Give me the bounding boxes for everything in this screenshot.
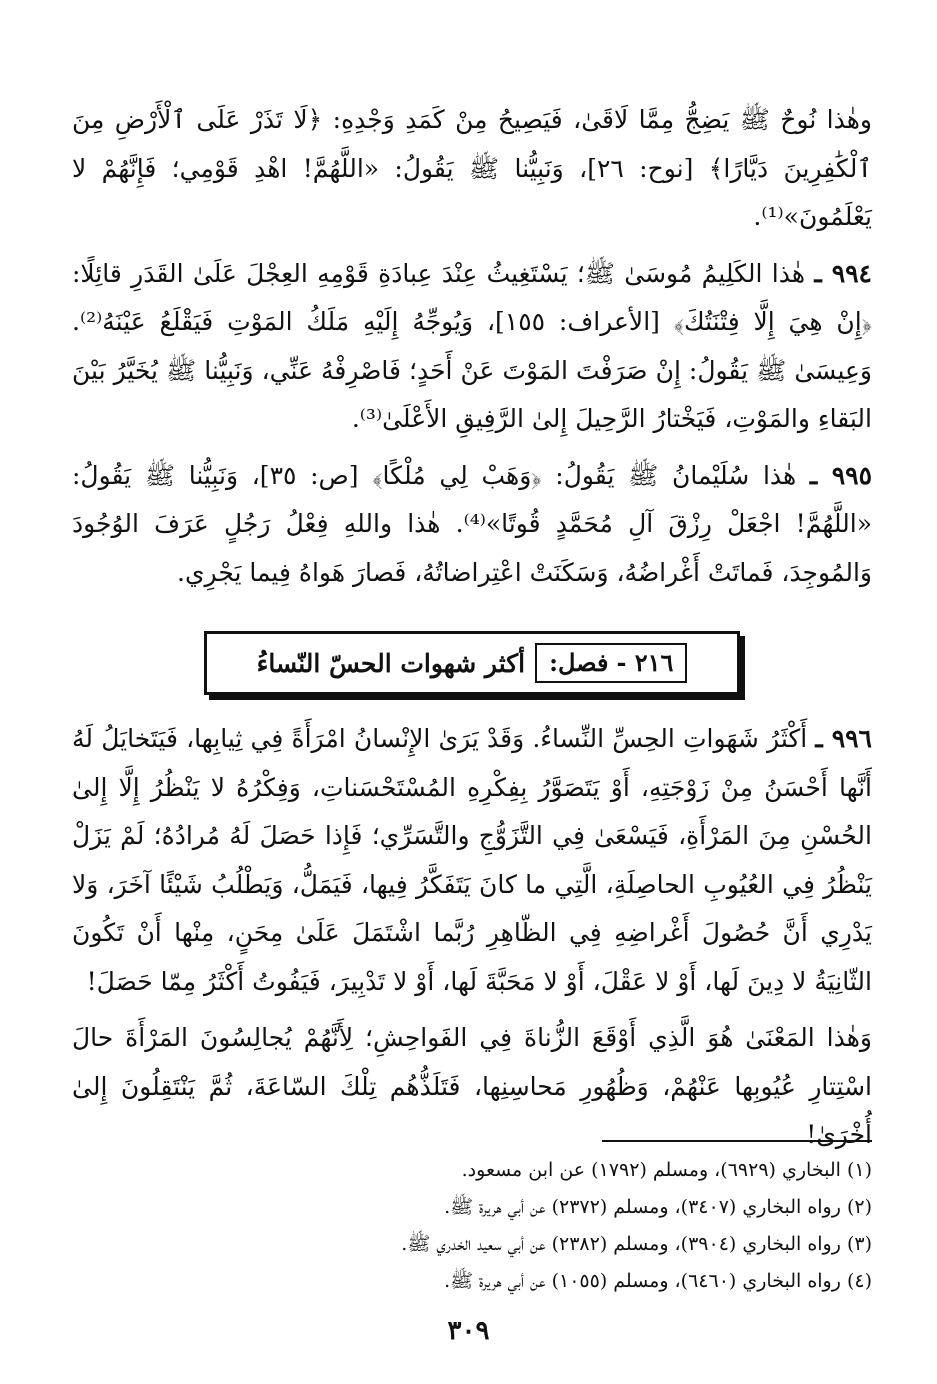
paragraph-text: وَهٰذا المَعْنَىٰ هُوَ الَّذِي أَوْقَعَ الزُّناةَ فِي الفَواحِشِ؛ لِأَنَّهُمْ يُجالِسُونَ المَرْأَةَ حالَ اسْتِتارِ عُيُوبِها عَنْهُمْ، وَظُهُورِ مَحاسِنِها، فَتَلَذُّهُم تِلْكَ السّاعَةَ، ثُمَّ يَنْتَقِلُونَ إِلىٰ أُخْرَىٰ! bbox=[72, 1023, 872, 1149]
section-label: فصل: bbox=[549, 648, 609, 677]
section-label-frame bbox=[535, 643, 687, 683]
section-title: أكثر شهوات الحسّ النّساءُ bbox=[256, 648, 526, 678]
section-heading-box bbox=[204, 631, 740, 695]
page-body bbox=[72, 96, 872, 1168]
paragraph-number: ٩٩٦ ـ bbox=[815, 724, 872, 753]
footnote-4: (٤) رواه البخاري (٦٤٦٠)، ومسلم (١٠٥٥) عن أبي هريرة ﷺ. bbox=[444, 1270, 872, 1292]
paragraph-text: هٰذا الكَلِيمُ مُوسَىٰ ﷺ؛ يَسْتَغِيثُ عِنْدَ عِبادَةِ قَوْمِهِ العِجْلَ عَلَىٰ القَدَرِ قائِلًا: ﴿إِنْ هِيَ إِلَّا فِتْنَتُكَ﴾ [الأعراف: ١٥٥]، وَيُوجِّهُ إِلَيْهِ مَلَكُ المَوْتِ فَيَقْلَعُ عَيْنَهُ⁽²⁾. وَعِيسَىٰ ﷺ يَقُولُ: إِنْ صَرَفْتَ المَوْتَ عَنْ أَحَدٍ؛ فَاصْرِفْهُ عَنِّي، وَنَبِيُّنا ﷺ يُخَيَّرُ بَيْنَ البَقاءِ والمَوْتِ، فَيَخْتارُ الرَّحِيلَ إِلىٰ الرَّفِيقِ الأَعْلَىٰ⁽³⁾. bbox=[72, 258, 872, 433]
page-number: ٣٠٩ bbox=[447, 1316, 490, 1346]
footnotes bbox=[72, 1152, 872, 1300]
paragraph-nuh bbox=[72, 96, 872, 242]
paragraph-text: هٰذا سُلَيْمانُ ﷺ يَقُولُ: ﴿وَهَبْ لِي مُلْكًا﴾ [ص: ٣٥]، وَنَبِيُّنا ﷺ يَقُولُ: «اللَّهُمَّ! اجْعَلْ رِزْقَ آلِ مُحَمَّدٍ قُوتًا»⁽⁴⁾. هٰذا واللهِ فِعْلُ رَجُلٍ عَرَفَ الوُجُودَ وَالمُوجِدَ، فَماتَتْ أَغْراضُهُ، وَسَكَنَتْ اعْتِراضاتُهُ، فَصارَ هَواهُ فِيما يَجْرِي. bbox=[72, 460, 872, 587]
paragraph-994 bbox=[72, 250, 872, 444]
paragraph-996 bbox=[72, 715, 872, 1006]
paragraph-number: ٩٩٥ ـ bbox=[809, 460, 873, 490]
footnote-1: (١) البخاري (٦٩٢٩)، ومسلم (١٧٩٢) عن ابن مسعود. bbox=[461, 1159, 872, 1181]
paragraph-995 bbox=[72, 452, 872, 598]
paragraph-zunah bbox=[72, 1014, 872, 1160]
footnote-2: (٢) رواه البخاري (٣٤٠٧)، ومسلم (٢٣٧٢) عن أبي هريرة ﷺ. bbox=[444, 1196, 872, 1218]
footnote-divider bbox=[602, 1140, 872, 1142]
paragraph-text: أَكْثَرُ شَهَواتِ الحِسِّ النِّساءُ. وَقَدْ يَرَىٰ الإِنْسانُ امْرَأَةً فِي ثِيابِها، فَيَتَخايَلُ لَهُ أَنَّها أَحْسَنُ مِنْ زَوْجَتِهِ، أَوْ يَتَصَوَّرُ بِفِكْرِهِ المُسْتَحْسَناتِ، وَفِكْرُهُ لا يَنْظُرُ إِلَّا إِلىٰ الحُسْنِ مِنَ المَرْأَةِ، فَيَسْعَىٰ فِي التَّزَوُّجِ والتَّسَرِّي؛ فَإِذا حَصَلَ لَهُ مُرادُهُ؛ لَمْ يَزَلْ يَنْظُرُ فِي العُيُوبِ الحاصِلَةِ، الَّتِي ما كانَ يَتَفَكَّرُ فِيها، فَيَمَلُّ، وَيَطْلُبُ شَيْئًا آخَرَ، وَلا يَدْرِي أَنَّ حُصُولَ أَغْراضِهِ فِي الظّاهِرِ رُبَّما اشْتَمَلَ عَلَىٰ مِحَنٍ، مِنْها أَنْ تَكُونَ الثّانِيَةُ لا دِينَ لَها، أَوْ لا عَقْلَ، أَوْ لا مَحَبَّةَ لَها، أَوْ لا تَدْبِيرَ، فَيَفُوتُ أَكْثَرُ مِمّا حَصَلَ! bbox=[72, 724, 872, 996]
section-number: ٢١٦ - bbox=[616, 648, 674, 677]
footnote-3: (٣) رواه البخاري (٣٩٠٤)، ومسلم (٢٣٨٢) عن أبي سعيد الخدري ﷺ. bbox=[401, 1233, 872, 1255]
paragraph-text: وهٰذا نُوحٌ ﷺ يَضِجُّ مِمَّا لَاقَىٰ، فَيَصِيحُ مِنْ كَمَدِ وَجْدِهِ: ﴿لَا تَذَرْ عَلَى ٱلْأَرْضِ مِنَ ٱلْكَٰفِرِينَ دَيَّارًا﴾ [نوح: ٢٦]، وَنَبِيُّنا ﷺ يَقُولُ: «اللَّهُمَّ! اهْدِ قَوْمِي؛ فَإِنَّهُمْ لا يَعْلَمُونَ»⁽¹⁾. bbox=[72, 105, 872, 231]
paragraph-number: ٩٩٤ ـ bbox=[814, 258, 872, 288]
